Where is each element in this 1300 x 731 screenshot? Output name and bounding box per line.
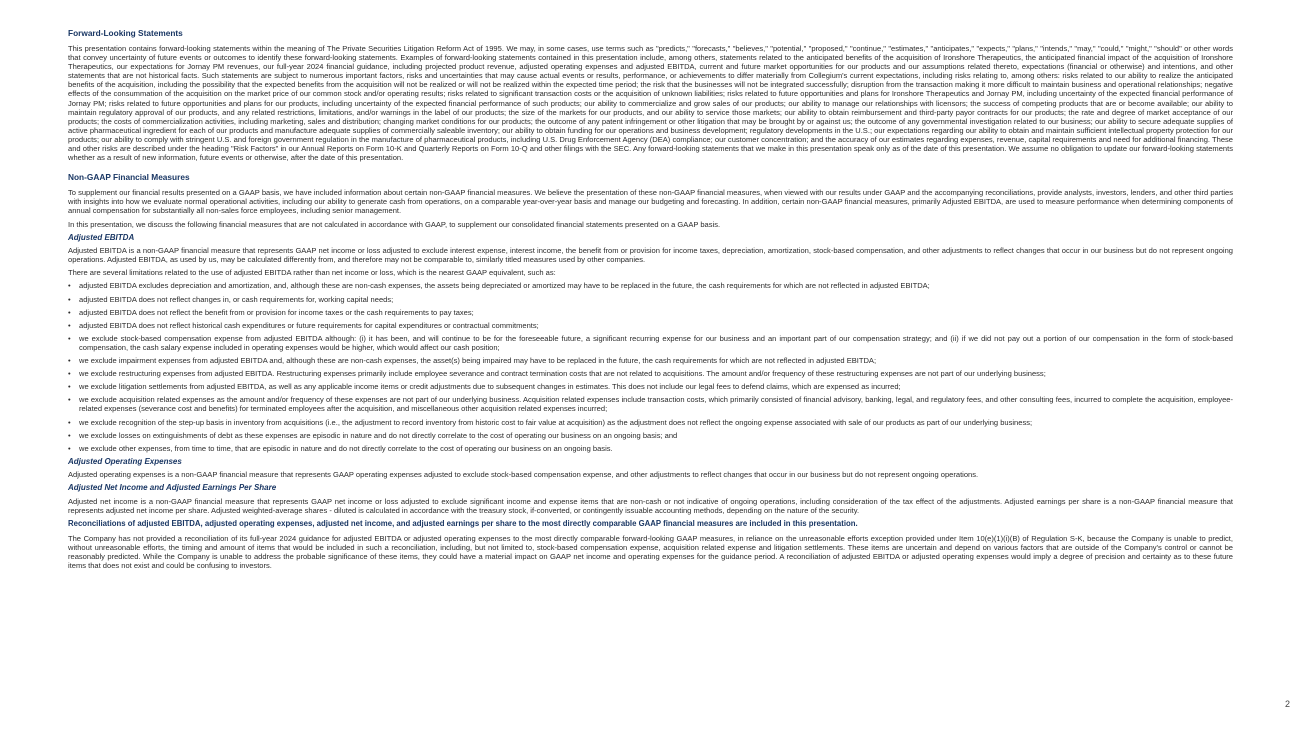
reconciliations-heading: Reconciliations of adjusted EBITDA, adjusted operating expenses, adjusted net income, and adjusted earnings per share to the most directly comparable GAAP financial measures are included in this presentation.: [68, 519, 858, 529]
list-item: • we exclude impairment expenses from adjusted EBITDA and, although these are non-cash expenses, the asset(s) being impaired may have to be replaced in the future, the cash requirements for which are not reflected in adjusted EBITDA;: [68, 356, 1233, 365]
non-gaap-heading: Non-GAAP Financial Measures: [68, 172, 190, 183]
list-item: • we exclude recognition of the step-up basis in inventory from acquisitions (i.e., the adjustment to record inventory from historic cost to fair value at acquisition) as the adjustment does not reflect the ongoing expense associated with sale of our products as part of our underlying business;: [68, 418, 1233, 427]
list-item: • adjusted EBITDA does not reflect historical cash expenditures or future requirements for capital expenditures or contractual commitments;: [68, 321, 1233, 330]
adjusted-net-income-heading: Adjusted Net Income and Adjusted Earnings Per Share: [68, 483, 277, 493]
list-item: • we exclude stock-based compensation expense from adjusted EBITDA although: (i) it has been, and will continue to be for the foreseeable future, a significant recurring expense for our business and an important part of our compensation strategy; and (ii) if we did not pay out a portion of our compensation in the form of stock-based compensation, the cash salary expense included in operating expenses would be higher, which would affect our cash position;: [68, 334, 1233, 352]
disclaimer-page: [68, 28, 1233, 574]
limitations-list: [68, 281, 1233, 452]
forward-looking-body: This presentation contains forward-looking statements within the meaning of The Private Securities Litigation Reform Act of 1995. We may, in some cases, use terms such as "predicts," "forecasts," "believes," "potential," "proposed," "continue," "estimates," "anticipates," "expects," "plans," "intends," "may," "could," "might," "should" or other words that convey uncertainty of future events or outcomes to identify these forward-looking statements. Examples of forward-looking statements contained in this presentation include, among others, statements related to the anticipated benefits of the acquisition of Ironshore Therapeutics, the anticipated financial impact of the acquisition of Ironshore Therapeutics, our expectations for Jornay PM revenues, our full-year 2024 financial guidance, including projected product revenue, adjusted operating expenses and adjusted EBITDA, current and future market opportunities for our products and our assumptions related thereto, expectations (financial or otherwise) and intentions, and other statements that are not historical facts. Such statements are subject to numerous important factors, risks and uncertainties that may cause actual events or results, performance, or achievements to differ materially from Collegium's current expectations, including risks relating to, among others: risks related to our ability to realize the anticipated benefits of the acquisition, including the possibility that the expected benefits from the acquisition will not be realized or will not be realized within the expected time period; the risk that the businesses will not be integrated successfully; disruption from the transaction making it more difficult to maintain business and operational relationships; negative effects of the consummation of the acquisition on the market price of our common stock and/or operating results; risks related to significant transaction costs or the acquisition of unknown liabilities; risks related to future opportunities and plans for Ironshore Therapeutics and Jornay PM, including uncertainty of the expected financial performance of Jornay PM; risks related to future opportunities and plans for our products, including uncertainty of the expected financial performance of such products; our ability to commercialize and grow sales of our products; our ability to manage our relationships with licensors; the success of competing products that are or become available; our ability to maintain regulatory approval of our products, and any related restrictions, limitations, and/or warnings in the label of our products; the size of the markets for our products, and our ability to service those markets; our ability to obtain reimbursement and third-party payor contracts for our products; the rate and degree of market acceptance of our products; the costs of commercialization activities, including marketing, sales and distribution; changing market conditions for our products; the outcome of any patent infringement or other litigation that may be brought by or against us; the outcome of any governmental investigation related to our business; our ability to secure adequate supplies of active pharmaceutical ingredient for each of our products and manufacture adequate supplies of commercially saleable inventory; our ability to obtain funding for our operations and business development; regulatory developments in the U.S.; our expectations regarding our ability to obtain and maintain sufficient intellectual property protection for our products; our ability to comply with stringent U.S. and foreign government regulation in the manufacture of pharmaceutical products, including U.S. Drug Enforcement Agency (DEA) compliance; our customer concentration; and the accuracy of our estimates regarding expenses, revenue, capital requirements and need for additional financing. These and other risks are described under the heading "Risk Factors" in our Annual Reports on Form 10-K and Quarterly Reports on Form 10-Q and other filings with the SEC. Any forward-looking statements that we make in this presentation speak only as of the date of this presentation. We assume no obligation to update our forward-looking statements whether as a result of new information, future events or otherwise, after the date of this presentation.: [68, 44, 1233, 163]
list-item: • we exclude litigation settlements from adjusted EBITDA, as well as any applicable income items or credit adjustments due to subsequent changes in estimates. This does not include our legal fees to defend claims, which are expensed as incurred;: [68, 382, 1233, 391]
list-item: • we exclude acquisition related expenses as the amount and/or frequency of these expenses are not part of our underlying business. Acquisition related expenses include transaction costs, which primarily consisted of financial advisory, banking, legal, and regulatory fees, and other consulting fees, incurred to complete the acquisition, employee-related expenses (severance cost and benefits) for terminated employees after the acquisition, and miscellaneous other acquisition related expenses incurred;: [68, 395, 1233, 413]
page-number: 2: [1284, 699, 1290, 709]
forward-looking-heading: Forward-Looking Statements: [68, 28, 183, 38]
non-gaap-paragraph-1: To supplement our financial results presented on a GAAP basis, we have included information about certain non-GAAP financial measures. We believe the presentation of these non-GAAP financial measures, when viewed with our results under GAAP and the accompanying reconciliations, provide analysts, investors, lenders, and other third parties with insights into how we evaluate normal operational activities, including our ability to generate cash from operations, on a comparable year-over-year basis and manage our budgeting and forecasting. In addition, certain non-GAAP financial measures, primarily Adjusted EBITDA, are used to measure performance when determining components of annual compensation for substantially all non-sales force employees, including senior management.: [68, 188, 1233, 216]
non-gaap-paragraph-2: In this presentation, we discuss the following financial measures that are not calculated in accordance with GAAP, to supplement our consolidated financial statements presented on a GAAP basis.: [68, 219, 721, 229]
adjusted-net-income-paragraph: Adjusted net income is a non-GAAP financial measure that represents GAAP net income or loss adjusted to exclude significant income and expense items that are non-cash or not indicative of ongoing operations, including consideration of the tax effect of the adjustments. Adjusted earnings per share is a non-GAAP financial measure that represents adjusted net income per share. Adjusted weighted-average shares - diluted is calculated in accordance with the treasury stock, if-converted, or contingently issuable accounting methods, depending on the nature of the security.: [68, 497, 1233, 516]
list-item: • adjusted EBITDA does not reflect changes in, or cash requirements for, working capital needs;: [68, 295, 1233, 304]
adjusted-opex-paragraph: Adjusted operating expenses is a non-GAAP financial measure that represents GAAP operating expenses adjusted to exclude stock-based compensation expense, and other adjustments to reflect changes that occur in our business but do not represent ongoing operations.: [68, 470, 979, 480]
list-item: • we exclude other expenses, from time to time, that are episodic in nature and do not directly correlate to the cost of operating our business on an ongoing basis.: [68, 444, 1233, 453]
adjusted-ebitda-paragraph-1: Adjusted EBITDA is a non-GAAP financial measure that represents GAAP net income or loss adjusted to exclude interest expense, interest income, the benefit from or provision for income taxes, depreciation, amortization, stock-based compensation, and other adjustments to reflect changes that occur in our business but do not represent ongoing operations. Adjusted EBITDA, as used by us, may be calculated differently from, and therefore may not be comparable to, similarly titled measures used by other companies.: [68, 246, 1233, 265]
reconciliations-paragraph: The Company has not provided a reconciliation of its full-year 2024 guidance for adjusted EBITDA or adjusted operating expenses to the most directly comparable forward-looking GAAP measures, in reliance on the unreasonable efforts exception provided under Item 10(e)(1)(i)(B) of Regulation S-K, because the Company is unable to predict, without unreasonable efforts, the timing and amount of items that would be included in such a reconciliation, including, but not limited to, stock-based compensation expense, acquisition related expense and litigation settlements. These items are uncertain and depend on various factors that are outside of the Company's control or cannot be reasonably predicted. While the Company is unable to address the probable significance of these items, they could have a material impact on GAAP net income and operating expenses for the guidance period. A reconciliation of adjusted EBITDA or adjusted operating expenses would imply a degree of precision and certainty as to these future items that does not exist and could be confusing to investors.: [68, 533, 1233, 571]
list-item: • adjusted EBITDA does not reflect the benefit from or provision for income taxes or the cash requirements to pay taxes;: [68, 308, 1233, 317]
list-item: • we exclude restructuring expenses from adjusted EBITDA. Restructuring expenses primarily include employee severance and contract termination costs that are not related to acquisitions. The amount and/or frequency of these restructuring expenses are not part of our underlying business;: [68, 369, 1233, 378]
adjusted-ebitda-heading: Adjusted EBITDA: [68, 232, 135, 242]
list-item: • adjusted EBITDA excludes depreciation and amortization, and, although these are non-cash expenses, the assets being depreciated or amortized may have to be replaced in the future, the cash requirements for which are not reflected in adjusted EBITDA;: [68, 281, 1233, 290]
adjusted-opex-heading: Adjusted Operating Expenses: [68, 456, 182, 466]
list-item: • we exclude losses on extinguishments of debt as these expenses are episodic in nature and do not directly correlate to the cost of operating our business on an ongoing basis; and: [68, 431, 1233, 440]
adjusted-ebitda-paragraph-2: There are several limitations related to the use of adjusted EBITDA rather than net income or loss, which is the nearest GAAP equivalent, such as:: [68, 268, 556, 278]
